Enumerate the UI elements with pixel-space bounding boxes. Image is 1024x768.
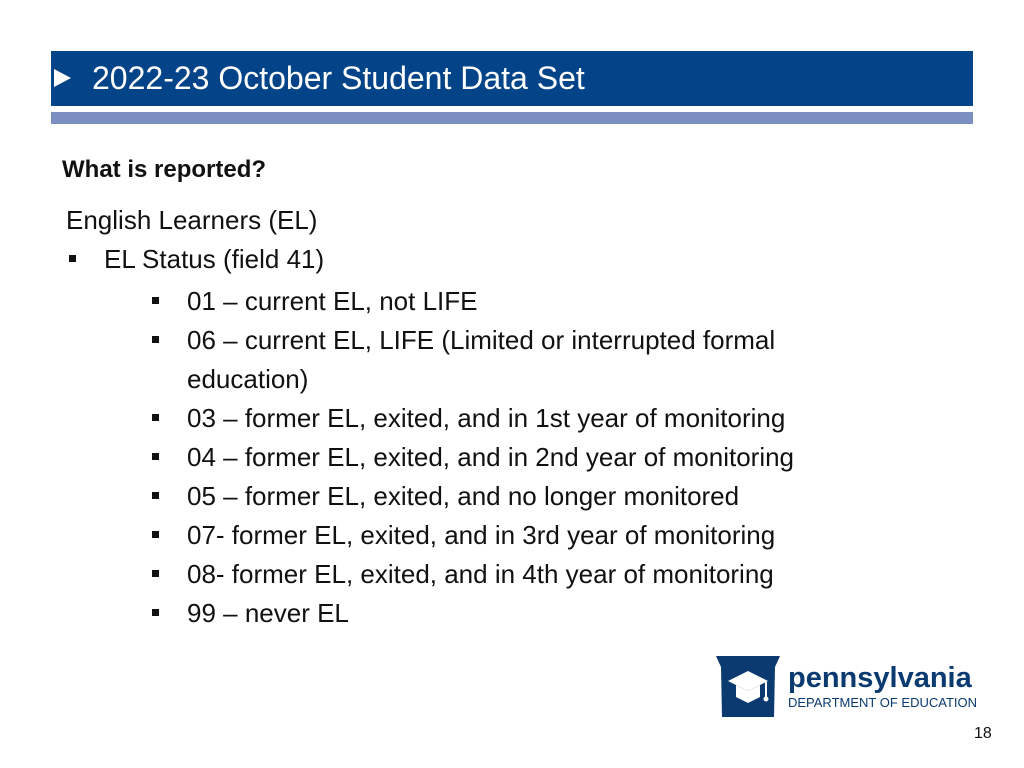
list-item	[152, 321, 872, 399]
section-label: English Learners (EL)	[66, 205, 318, 235]
list-item	[152, 399, 872, 438]
logo-wordmark: pennsylvania	[788, 662, 972, 694]
list-item-label: 05 – former EL, exited, and no longer monitored	[187, 481, 740, 511]
square-bullet-icon	[152, 492, 159, 499]
logo-subtitle: DEPARTMENT OF EDUCATION	[788, 695, 977, 710]
slide-title: 2022-23 October Student Data Set	[92, 60, 585, 96]
square-bullet-icon	[152, 531, 159, 538]
list-item-label: 99 – never EL	[187, 598, 349, 628]
el-status-code-list	[152, 282, 872, 633]
keystone-icon	[715, 654, 781, 720]
list-item-label: EL Status (field 41)	[104, 244, 325, 274]
pa-education-logo	[715, 654, 977, 720]
list-item-label: 06 – current EL, LIFE (Limited or interrupted formal education)	[187, 325, 776, 394]
list-item-label: 01 – current EL, not LIFE	[187, 286, 478, 316]
square-bullet-icon	[69, 255, 76, 262]
list-item-label: 03 – former EL, exited, and in 1st year of monitoring	[187, 403, 786, 433]
square-bullet-icon	[152, 297, 159, 304]
page-number: 18	[974, 725, 992, 742]
list-item-label: 04 – former EL, exited, and in 2nd year of monitoring	[187, 442, 795, 472]
square-bullet-icon	[152, 453, 159, 460]
square-bullet-icon	[152, 336, 159, 343]
list-item	[152, 477, 872, 516]
square-bullet-icon	[152, 414, 159, 421]
arrow-right-icon	[54, 69, 71, 87]
list-item-label: 07- former EL, exited, and in 3rd year of monitoring	[187, 520, 776, 550]
list-item	[152, 594, 872, 633]
title-bar	[51, 51, 973, 106]
list-item	[152, 438, 872, 477]
list-item	[152, 282, 872, 321]
slide-heading: What is reported?	[62, 156, 267, 183]
list-item-label: 08- former EL, exited, and in 4th year of monitoring	[187, 559, 774, 589]
list-item	[152, 516, 872, 555]
square-bullet-icon	[152, 570, 159, 577]
square-bullet-icon	[152, 609, 159, 616]
list-item	[152, 555, 872, 594]
title-underline	[51, 112, 973, 124]
